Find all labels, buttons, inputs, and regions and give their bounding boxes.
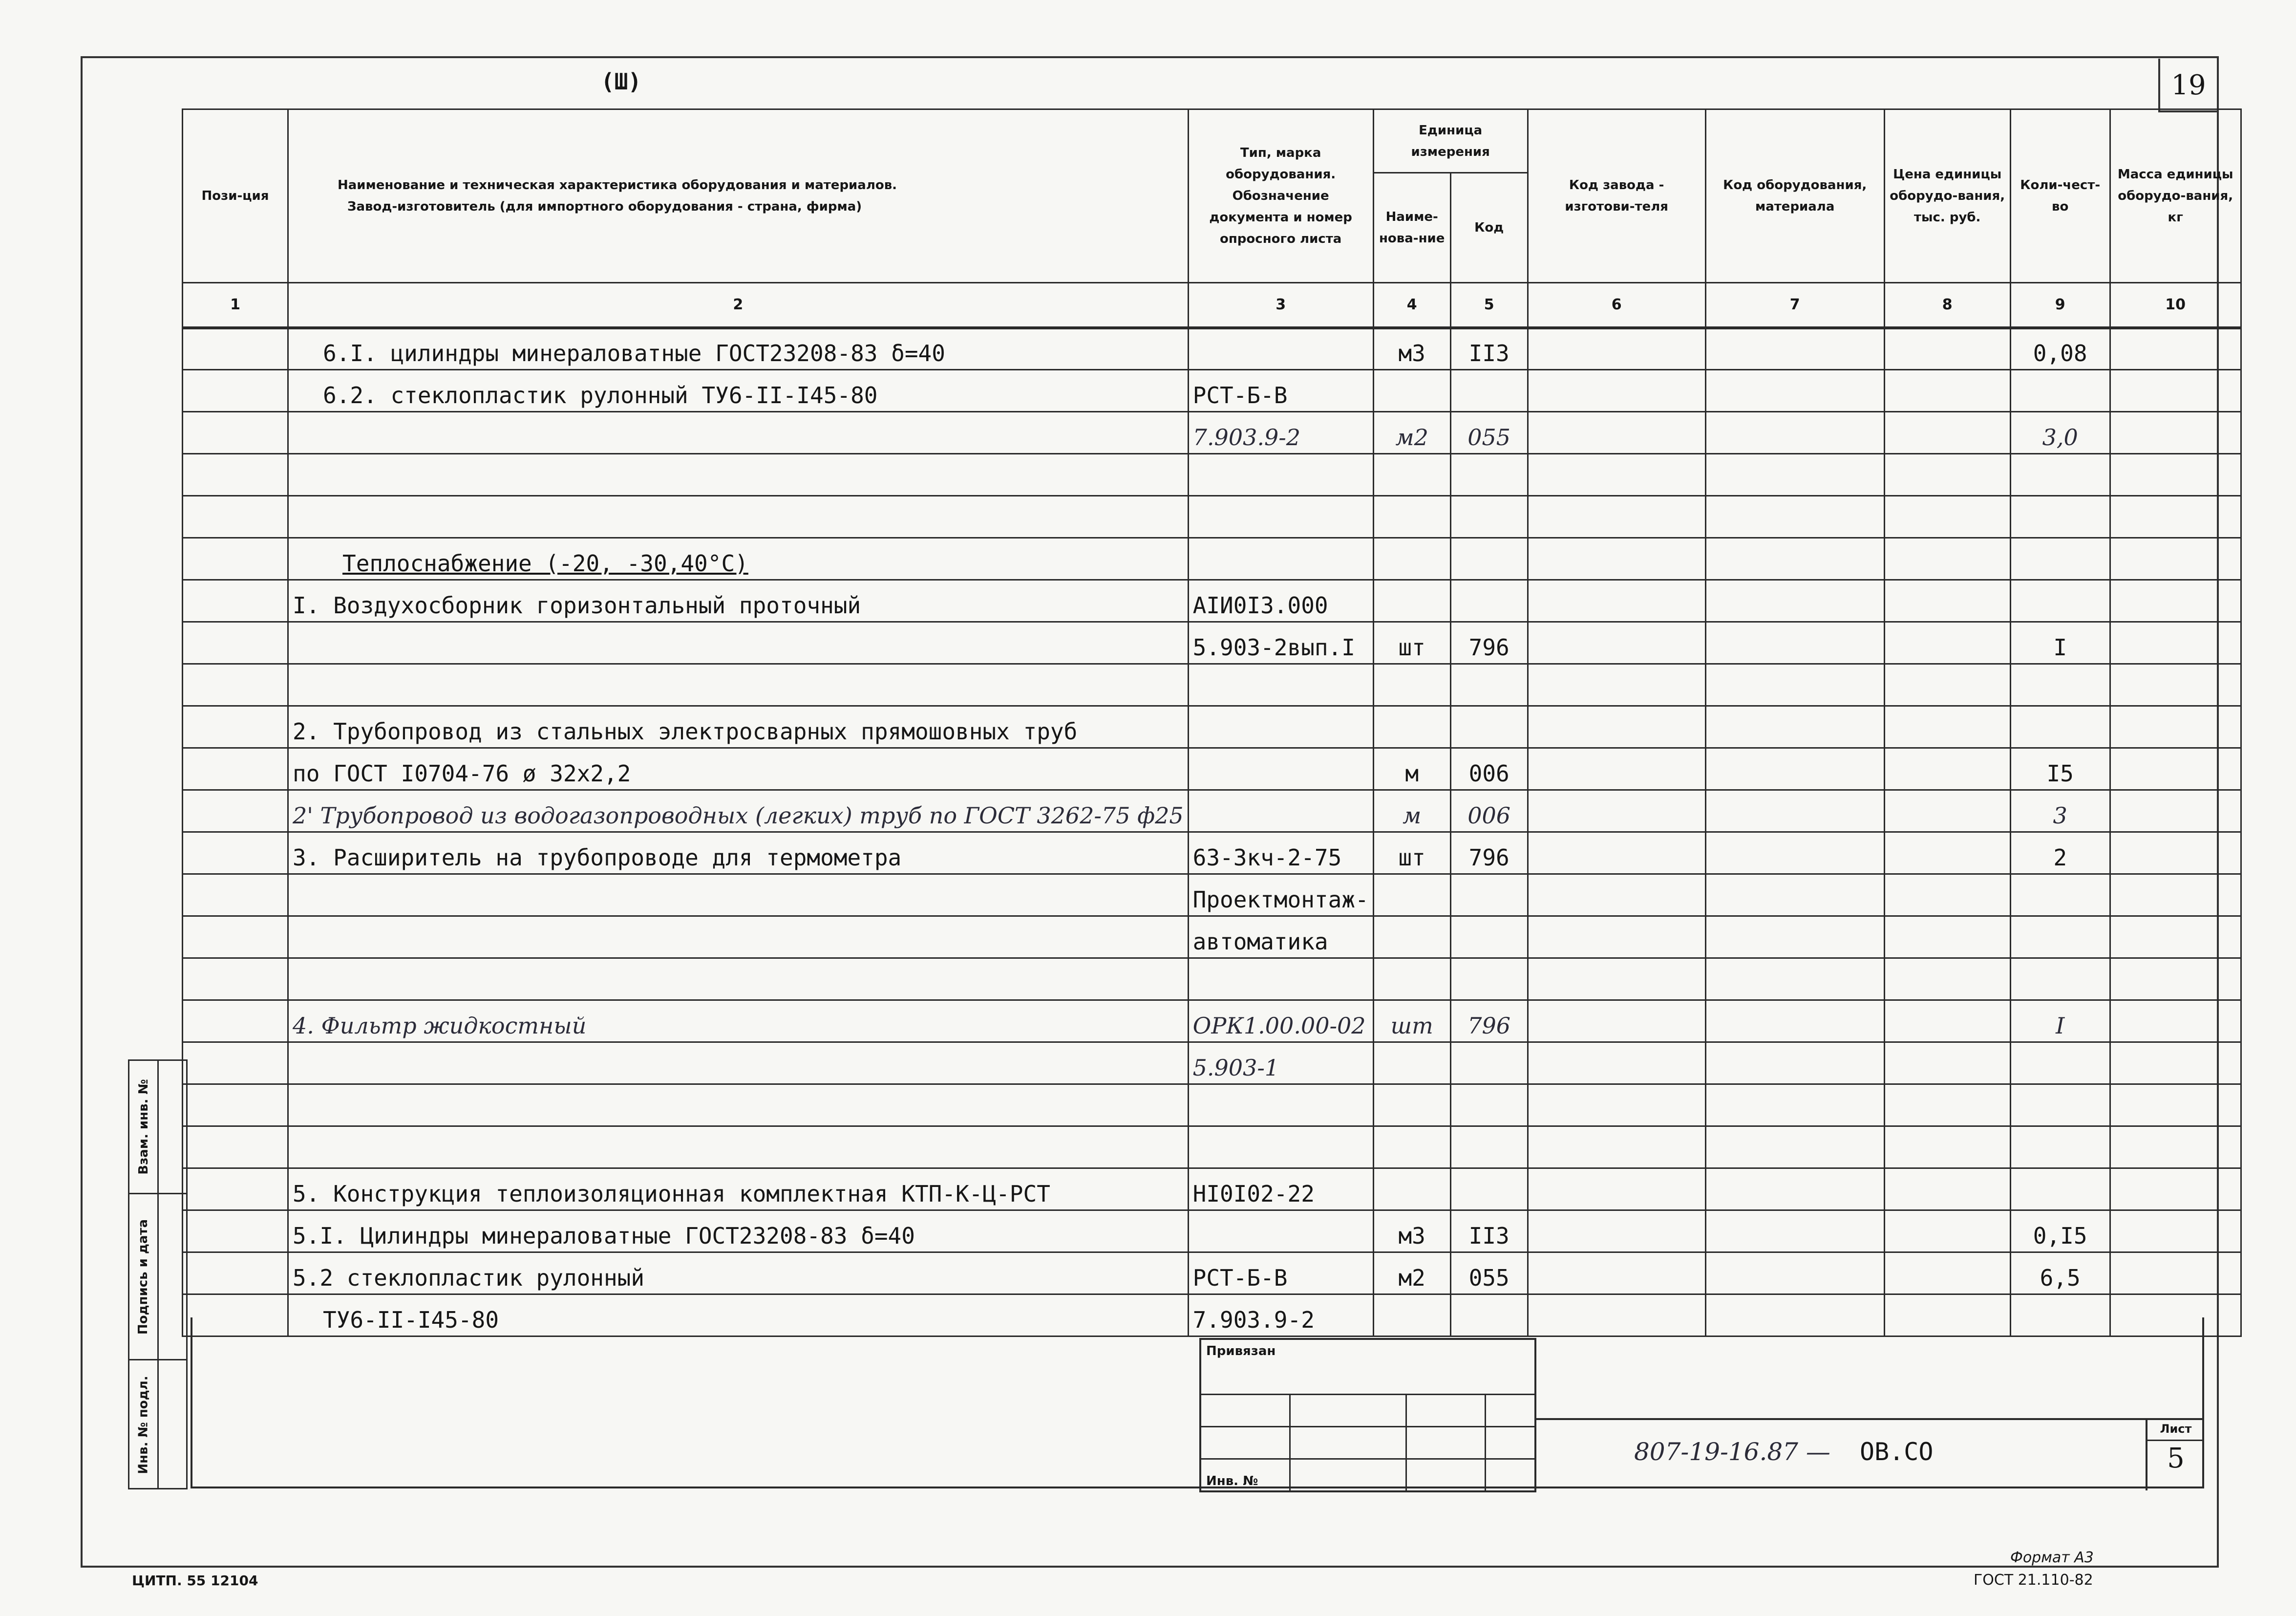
header-unit: Единица измерения xyxy=(1373,109,1528,173)
cell-plant-code xyxy=(1528,1084,1705,1126)
cell-position xyxy=(183,412,288,454)
cell-plant-code xyxy=(1528,958,1705,1000)
specification-table xyxy=(182,108,2242,1337)
cell-quantity xyxy=(2010,916,2110,958)
cell-type xyxy=(1188,664,1373,706)
cell-plant-code xyxy=(1528,328,1705,370)
cell-equipment-code xyxy=(1705,832,1884,874)
stamp-vzam: Взам. инв. № xyxy=(129,1061,187,1193)
header-unit-name: Наиме-нова-ние xyxy=(1373,173,1450,283)
table-row xyxy=(183,1252,2241,1294)
cell-price xyxy=(1884,622,2010,664)
cell-equipment-code xyxy=(1705,370,1884,412)
table-row xyxy=(183,1084,2241,1126)
cell-code xyxy=(1450,706,1528,748)
cell-code: 796 xyxy=(1450,832,1528,874)
cell-position xyxy=(183,1168,288,1210)
cell-position xyxy=(183,1084,288,1126)
format-label: Формат А3 xyxy=(2010,1549,2094,1566)
header-unit-code: Код xyxy=(1450,173,1528,283)
cell-position xyxy=(183,1126,288,1168)
cell-quantity xyxy=(2010,496,2110,538)
table-row xyxy=(183,412,2241,454)
cell-price xyxy=(1884,496,2010,538)
cell-equipment-code xyxy=(1705,328,1884,370)
cell-mass xyxy=(2110,1168,2241,1210)
table-row xyxy=(183,790,2241,832)
cell-type: 5.903-2вып.I xyxy=(1188,622,1373,664)
cell-mass xyxy=(2110,790,2241,832)
cell-unit: м2 xyxy=(1373,412,1450,454)
table-row xyxy=(183,874,2241,916)
cell-name: 2' Трубопровод из водогазопроводных (легких) труб по ГОСТ 3262-75 ф25 xyxy=(288,790,1189,832)
sheet-number: 5 xyxy=(2167,1443,2185,1474)
gost-label: ГОСТ 21.110-82 xyxy=(1974,1572,2093,1589)
cell-mass xyxy=(2110,328,2241,370)
cell-type: Проектмонтаж- xyxy=(1188,874,1373,916)
cell-type xyxy=(1188,1084,1373,1126)
cell-unit: шт xyxy=(1373,1000,1450,1042)
cell-plant-code xyxy=(1528,1000,1705,1042)
cell-code xyxy=(1450,916,1528,958)
cell-unit xyxy=(1373,370,1450,412)
table-row xyxy=(183,748,2241,790)
table-header xyxy=(183,109,2241,328)
cell-mass xyxy=(2110,958,2241,1000)
cell-code xyxy=(1450,1084,1528,1126)
cell-code xyxy=(1450,454,1528,496)
cell-position xyxy=(183,664,288,706)
cell-mass xyxy=(2110,1252,2241,1294)
cell-name: 3. Расширитель на трубопроводе для термометра xyxy=(288,832,1189,874)
cell-quantity: I xyxy=(2010,622,2110,664)
cell-price xyxy=(1884,664,2010,706)
cell-unit xyxy=(1373,1168,1450,1210)
cell-quantity xyxy=(2010,1126,2110,1168)
header-quantity: Коли-чест-во xyxy=(2010,109,2110,283)
cell-name xyxy=(288,454,1189,496)
cell-equipment-code xyxy=(1705,1168,1884,1210)
table-row xyxy=(183,706,2241,748)
cell-type: ОРК1.00.00-02 xyxy=(1188,1000,1373,1042)
cell-unit: м2 xyxy=(1373,1252,1450,1294)
cell-name: 4. Фильтр жидкостный xyxy=(288,1000,1189,1042)
cell-quantity xyxy=(2010,1084,2110,1126)
cell-position xyxy=(183,370,288,412)
cell-price xyxy=(1884,1168,2010,1210)
cell-name xyxy=(288,412,1189,454)
cell-unit xyxy=(1373,664,1450,706)
header-position: Пози-ция xyxy=(183,109,288,283)
cell-plant-code xyxy=(1528,538,1705,580)
table-row xyxy=(183,1042,2241,1084)
header-equipment-code: Код оборудования, материала xyxy=(1705,109,1884,283)
cell-name: 5. Конструкция теплоизоляционная комплектная КТП-К-Ц-РСТ xyxy=(288,1168,1189,1210)
cell-position xyxy=(183,328,288,370)
cell-quantity: 6,5 xyxy=(2010,1252,2110,1294)
cell-type xyxy=(1188,1210,1373,1252)
cell-code xyxy=(1450,1168,1528,1210)
cell-code xyxy=(1450,874,1528,916)
cell-name xyxy=(288,622,1189,664)
table-row xyxy=(183,832,2241,874)
cell-name xyxy=(288,1042,1189,1084)
table-row xyxy=(183,958,2241,1000)
cell-position xyxy=(183,496,288,538)
cell-type xyxy=(1188,538,1373,580)
cell-equipment-code xyxy=(1705,412,1884,454)
column-numbers: 1 2 3 4 5 6 7 8 9 10 xyxy=(183,283,2241,328)
cell-unit xyxy=(1373,496,1450,538)
cell-position xyxy=(183,1042,288,1084)
cell-name: Теплоснабжение (-20, -30,40°С) xyxy=(288,538,1189,580)
cell-type xyxy=(1188,706,1373,748)
cell-equipment-code xyxy=(1705,580,1884,622)
cell-name: по ГОСТ I0704-76 ø 32х2,2 xyxy=(288,748,1189,790)
cell-quantity: I5 xyxy=(2010,748,2110,790)
stamp-signature: Подпись и дата xyxy=(129,1193,187,1359)
cell-equipment-code xyxy=(1705,664,1884,706)
table-row xyxy=(183,580,2241,622)
cell-unit: м xyxy=(1373,748,1450,790)
cell-unit xyxy=(1373,916,1450,958)
cell-mass xyxy=(2110,1000,2241,1042)
cell-price xyxy=(1884,538,2010,580)
cell-position xyxy=(183,958,288,1000)
cell-type: РСТ-Б-В xyxy=(1188,1252,1373,1294)
table-row xyxy=(183,1210,2241,1252)
cell-plant-code xyxy=(1528,916,1705,958)
cell-unit xyxy=(1373,1042,1450,1084)
cell-position xyxy=(183,538,288,580)
cell-position xyxy=(183,622,288,664)
cell-quantity xyxy=(2010,538,2110,580)
table-row xyxy=(183,370,2241,412)
cell-code: 055 xyxy=(1450,412,1528,454)
cell-code xyxy=(1450,370,1528,412)
cell-type xyxy=(1188,328,1373,370)
cell-quantity xyxy=(2010,454,2110,496)
cell-equipment-code xyxy=(1705,916,1884,958)
cell-code: II3 xyxy=(1450,1210,1528,1252)
cell-mass xyxy=(2110,1210,2241,1252)
cell-type xyxy=(1188,748,1373,790)
cell-price xyxy=(1884,370,2010,412)
cell-plant-code xyxy=(1528,832,1705,874)
cell-mass xyxy=(2110,1126,2241,1168)
cell-type: АIИ0I3.000 xyxy=(1188,580,1373,622)
cell-quantity xyxy=(2010,958,2110,1000)
cell-code: 796 xyxy=(1450,1000,1528,1042)
cell-equipment-code xyxy=(1705,538,1884,580)
cell-unit xyxy=(1373,538,1450,580)
cell-unit xyxy=(1373,874,1450,916)
cell-price xyxy=(1884,328,2010,370)
cell-equipment-code xyxy=(1705,1126,1884,1168)
cell-type: НI0I02-22 xyxy=(1188,1168,1373,1210)
header-mass: Масса единицы оборудо-вания, кг xyxy=(2110,109,2241,283)
cell-mass xyxy=(2110,664,2241,706)
cell-position xyxy=(183,454,288,496)
cell-quantity xyxy=(2010,706,2110,748)
cell-code: II3 xyxy=(1450,328,1528,370)
cell-type xyxy=(1188,958,1373,1000)
cell-equipment-code xyxy=(1705,874,1884,916)
cell-position xyxy=(183,1252,288,1294)
cell-equipment-code xyxy=(1705,622,1884,664)
cell-name xyxy=(288,874,1189,916)
table-row xyxy=(183,1168,2241,1210)
cell-equipment-code xyxy=(1705,706,1884,748)
table-row xyxy=(183,664,2241,706)
cell-plant-code xyxy=(1528,790,1705,832)
cell-name: 5.2 стеклопластик рулонный xyxy=(288,1252,1189,1294)
cell-mass xyxy=(2110,1084,2241,1126)
cell-code xyxy=(1450,664,1528,706)
table-row xyxy=(183,1000,2241,1042)
cell-equipment-code xyxy=(1705,1042,1884,1084)
cell-code xyxy=(1450,580,1528,622)
cell-plant-code xyxy=(1528,580,1705,622)
cell-price xyxy=(1884,1084,2010,1126)
cell-plant-code xyxy=(1528,664,1705,706)
cell-equipment-code xyxy=(1705,496,1884,538)
cell-price xyxy=(1884,874,2010,916)
print-code: ЦИТП. 55 12104 xyxy=(132,1573,258,1589)
cell-equipment-code xyxy=(1705,1252,1884,1294)
cell-code: 006 xyxy=(1450,748,1528,790)
cell-position xyxy=(183,916,288,958)
cell-quantity xyxy=(2010,1042,2110,1084)
cell-plant-code xyxy=(1528,1126,1705,1168)
cell-mass xyxy=(2110,580,2241,622)
cell-price xyxy=(1884,412,2010,454)
cell-price xyxy=(1884,1126,2010,1168)
cell-type: 7.903.9-2 xyxy=(1188,412,1373,454)
cell-mass xyxy=(2110,496,2241,538)
cell-type xyxy=(1188,790,1373,832)
cell-quantity: 3 xyxy=(2010,790,2110,832)
cell-price xyxy=(1884,790,2010,832)
cell-plant-code xyxy=(1528,370,1705,412)
cell-position xyxy=(183,748,288,790)
cell-type xyxy=(1188,496,1373,538)
cell-price xyxy=(1884,958,2010,1000)
cell-mass xyxy=(2110,370,2241,412)
cell-quantity xyxy=(2010,580,2110,622)
cell-plant-code xyxy=(1528,412,1705,454)
cell-type: автоматика xyxy=(1188,916,1373,958)
cell-name xyxy=(288,496,1189,538)
cell-name: 6.I. цилиндры минераловатные ГОСТ23208-83 δ=40 xyxy=(288,328,1189,370)
cell-equipment-code xyxy=(1705,454,1884,496)
cell-price xyxy=(1884,832,2010,874)
cell-code xyxy=(1450,538,1528,580)
cell-unit xyxy=(1373,580,1450,622)
cell-name: I. Воздухосборник горизонтальный проточный xyxy=(288,580,1189,622)
cell-type xyxy=(1188,454,1373,496)
cell-name: 6.2. стеклопластик рулонный ТУ6-II-I45-80 xyxy=(288,370,1189,412)
cell-price xyxy=(1884,748,2010,790)
cell-quantity: 0,08 xyxy=(2010,328,2110,370)
cell-price xyxy=(1884,706,2010,748)
cell-unit xyxy=(1373,1084,1450,1126)
cell-name xyxy=(288,916,1189,958)
cell-equipment-code xyxy=(1705,1000,1884,1042)
document-code-area xyxy=(1536,1418,2204,1490)
header-plant-code: Код завода - изготови-теля xyxy=(1528,109,1705,283)
cell-mass xyxy=(2110,706,2241,748)
tab-id: 19 xyxy=(2158,59,2217,112)
cell-name: 2. Трубопровод из стальных электросварных прямошовных труб xyxy=(288,706,1189,748)
cell-name xyxy=(288,958,1189,1000)
cell-equipment-code xyxy=(1705,958,1884,1000)
cell-unit: шт xyxy=(1373,832,1450,874)
cell-quantity: 0,I5 xyxy=(2010,1210,2110,1252)
table-row xyxy=(183,622,2241,664)
sheet-number-box: Лист 5 xyxy=(2146,1418,2204,1490)
top-mark: (Ш) xyxy=(601,68,642,95)
cell-code xyxy=(1450,496,1528,538)
cell-price xyxy=(1884,916,2010,958)
header-price: Цена единицы оборудо-вания, тыс. руб. xyxy=(1884,109,2010,283)
cell-type: РСТ-Б-В xyxy=(1188,370,1373,412)
cell-unit xyxy=(1373,1126,1450,1168)
cell-equipment-code xyxy=(1705,748,1884,790)
cell-type: 5.903-1 xyxy=(1188,1042,1373,1084)
cell-price xyxy=(1884,454,2010,496)
cell-mass xyxy=(2110,454,2241,496)
cell-price xyxy=(1884,580,2010,622)
cell-plant-code xyxy=(1528,496,1705,538)
cell-quantity xyxy=(2010,370,2110,412)
cell-mass xyxy=(2110,874,2241,916)
cell-type: 7.903.9-2 xyxy=(1188,1294,1373,1336)
cell-plant-code xyxy=(1528,1210,1705,1252)
cell-unit: м3 xyxy=(1373,328,1450,370)
cell-mass xyxy=(2110,1042,2241,1084)
cell-unit: м3 xyxy=(1373,1210,1450,1252)
cell-mass xyxy=(2110,916,2241,958)
cell-name xyxy=(288,1084,1189,1126)
cell-position xyxy=(183,1210,288,1252)
cell-quantity: 3,0 xyxy=(2010,412,2110,454)
cell-position xyxy=(183,790,288,832)
cell-price xyxy=(1884,1210,2010,1252)
privyazan-block: Привязан Инв. № xyxy=(1199,1338,1536,1492)
cell-name: 5.I. Цилиндры минераловатные ГОСТ23208-83 δ=40 xyxy=(288,1210,1189,1252)
cell-position xyxy=(183,580,288,622)
cell-position xyxy=(183,706,288,748)
table-row xyxy=(183,328,2241,370)
cell-plant-code xyxy=(1528,1168,1705,1210)
cell-unit xyxy=(1373,958,1450,1000)
cell-quantity: I xyxy=(2010,1000,2110,1042)
cell-code: 796 xyxy=(1450,622,1528,664)
cell-plant-code xyxy=(1528,748,1705,790)
cell-unit xyxy=(1373,706,1450,748)
cell-plant-code xyxy=(1528,1252,1705,1294)
cell-name xyxy=(288,664,1189,706)
cell-equipment-code xyxy=(1705,790,1884,832)
cell-code xyxy=(1450,1126,1528,1168)
cell-code xyxy=(1450,1042,1528,1084)
cell-type: 63-3кч-2-75 xyxy=(1188,832,1373,874)
table-row xyxy=(183,538,2241,580)
cell-name xyxy=(288,1126,1189,1168)
cell-unit: м xyxy=(1373,790,1450,832)
header-type: Тип, марка оборудования. Обозначение документа и номер опросного листа xyxy=(1188,109,1373,283)
header-name: Наименование и техническая характеристика оборудования и материалов. Завод-изготовитель (для импортного оборудования - страна, фирма) xyxy=(288,109,1189,283)
cell-position xyxy=(183,874,288,916)
table-row xyxy=(183,916,2241,958)
cell-price xyxy=(1884,1252,2010,1294)
cell-price xyxy=(1884,1042,2010,1084)
cell-plant-code xyxy=(1528,706,1705,748)
left-margin-stamp xyxy=(128,1059,188,1489)
cell-position xyxy=(183,1000,288,1042)
cell-unit xyxy=(1373,454,1450,496)
cell-mass xyxy=(2110,412,2241,454)
cell-code xyxy=(1450,958,1528,1000)
cell-mass xyxy=(2110,622,2241,664)
stamp-inv-podl: Инв. № подл. xyxy=(129,1359,187,1489)
cell-quantity xyxy=(2010,664,2110,706)
cell-mass xyxy=(2110,832,2241,874)
cell-mass xyxy=(2110,538,2241,580)
cell-plant-code xyxy=(1528,1042,1705,1084)
cell-quantity xyxy=(2010,874,2110,916)
cell-type xyxy=(1188,1126,1373,1168)
cell-name: ТУ6-II-I45-80 xyxy=(288,1294,1189,1336)
cell-unit: шт xyxy=(1373,622,1450,664)
cell-quantity: 2 xyxy=(2010,832,2110,874)
cell-plant-code xyxy=(1528,622,1705,664)
table-row xyxy=(183,496,2241,538)
table-row xyxy=(183,1126,2241,1168)
cell-plant-code xyxy=(1528,454,1705,496)
cell-code: 006 xyxy=(1450,790,1528,832)
cell-quantity xyxy=(2010,1168,2110,1210)
cell-price xyxy=(1884,1000,2010,1042)
table-row xyxy=(183,454,2241,496)
cell-plant-code xyxy=(1528,874,1705,916)
cell-equipment-code xyxy=(1705,1210,1884,1252)
cell-position xyxy=(183,832,288,874)
cell-mass xyxy=(2110,748,2241,790)
cell-equipment-code xyxy=(1705,1084,1884,1126)
cell-code: 055 xyxy=(1450,1252,1528,1294)
table-body xyxy=(183,328,2241,1336)
document-code: 807-19-16.87 — ОВ.СО xyxy=(1634,1438,1934,1466)
